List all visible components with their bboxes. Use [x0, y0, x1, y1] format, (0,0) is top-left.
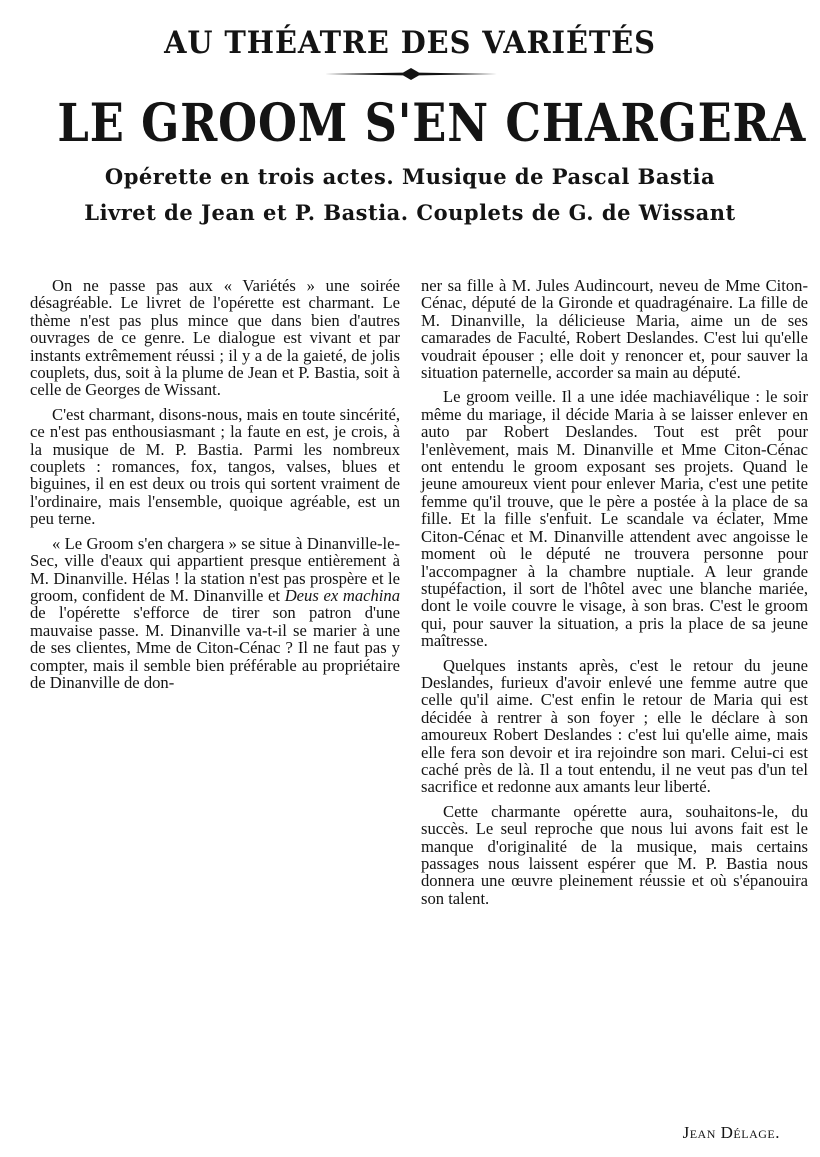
paragraph: Cette charmante opérette aura, souhaitons-le, du succès. Le seul reproche que nous lui avons fait est le manque d'originalité de la musique, mais certains passages nous laissent espérer que M. P. Bastia nous donnera une œuvre pleinement réussie et où s'épanouira son talent.	[421, 801, 808, 908]
subtitle-line-2: Livret de Jean et P. Bastia. Couplets de G. de Wissant	[84, 200, 736, 225]
subtitle-line-1: Opérette en trois actes. Musique de Pascal Bastia	[104, 164, 716, 189]
italic-phrase: Deus ex machina	[284, 585, 400, 605]
ornament-divider	[325, 67, 497, 81]
paragraph-continued: ner sa fille à M. Jules Audincourt, neveu de Mme Citon-Cénac, député de la Gironde et quadragénaire. La fille de M. Dinanville, la délicieuse Maria, aime un de ses camarades de Faculté, Robert Deslandes. C'est lui qu'elle voudrait épouser ; elle doit y renoncer et, pour sauver la situation paternelle, accorder sa main au député.	[421, 276, 808, 383]
paragraph-text: « Le Groom s'en chargera » se situe à Dinanville-le-Sec, ville d'eaux qui appartient presque entièrement à M. Dinanville. Hélas ! la station n'est pas prospère et le groom, confident de M. Dinanville et	[30, 533, 400, 605]
paragraph: Quelques instants après, c'est le retour du jeune Deslandes, furieux d'avoir enlevé une femme autre que celle qu'il aime. C'est enfin le retour de Maria qui est décidée à rentrer à son foyer ; elle le déclare à son amoureux Robert Deslandes : c'est lui qu'elle aime, mais elle fera son devoir et ira rejoindre son mari. Celui-ci est caché près de là. Il a tout entendu, il ne veut pas d'un tel sacrifice et redonne aux amants leur liberté.	[421, 655, 808, 797]
paragraph: Le groom veille. Il a une idée machiavélique : le soir même du mariage, il décide Maria à se laisser enlever en auto par Robert Deslandes. Tout est prêt pour l'enlèvement, mais M. Dinanville et Mme Citon-Cénac ont entendu le groom exposant ses projets. Quand le jeune amoureux vient pour enlever Maria, c'est une petite femme qu'il trouve, que le père a postée à la place de sa fille. Et la fille s'enfuit. Le scandale va éclater, Mme Citon-Cénac et M. Dinanville attendent avec angoisse le moment où le député ne trouvera personne pour l'accompagner à la chambre nuptiale. A leur grande stupéfaction, il sort de l'hôtel avec une blanche mariée, dont le voile couvre le visage, à son bras. C'est le groom qui, pour sauver la situation, a pris la place de sa jeune maîtresse.	[421, 387, 808, 651]
paragraph	[30, 535, 400, 692]
paragraph: C'est charmant, disons-nous, mais en toute sincérité, ce n'est pas enthousiasmant ; la faute en est, je crois, à la musique de M. P. Bastia. Parmi les nombreux couplets : romances, fox, tangos, valses, blues et biguines, il en est deux ou trois qui sortent vraiment de l'ordinaire, mais l'ensemble, quoique agréable, est un peu terne.	[30, 404, 400, 529]
section-kicker: AU THÉATRE DES VARIÉTÉS	[164, 25, 656, 61]
author-signature: Jean Délage.	[682, 1123, 780, 1142]
article-headline: LE GROOM S'EN CHARGERA	[57, 93, 807, 154]
paragraph: On ne passe pas aux « Variétés » une soirée désagréable. Le livret de l'opérette est charmant. Le thème n'est pas plus mince que dans bien d'autres ouvrages de ce genre. Le dialogue est vivant et par instants extrêmement réussi ; il y a de la gaieté, de jolis couplets, dus, soit à la plume de Jean et P. Bastia, soit à celle de Georges de Wissant.	[30, 276, 400, 400]
left-column	[30, 277, 400, 698]
paragraph-text: de l'opérette s'efforce de tirer son patron d'une mauvaise passe. M. Dinanville va-t-il se marier à une de ses clientes, Mme de Citon-Cénac ? Il ne faut pas y compter, mais il semble bien préférable au propriétaire de Dinanville de don-	[30, 603, 400, 692]
right-column	[421, 277, 808, 914]
